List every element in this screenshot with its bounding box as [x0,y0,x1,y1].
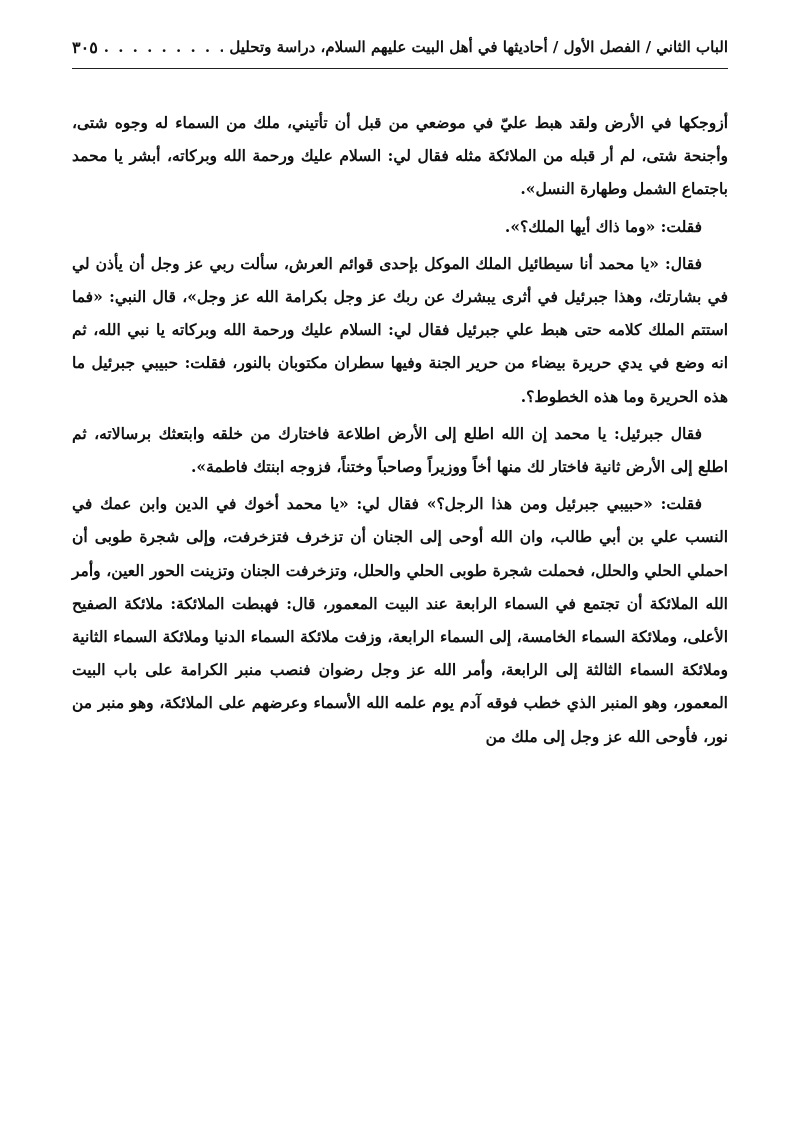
header-title: الباب الثاني / الفصل الأول / أحاديثها في أهل البيت عليهم السلام، دراسة وتحليل [229,38,728,56]
running-header [72,34,728,60]
dot-leader [104,38,224,56]
page-number: ٣٠٥ [72,37,98,57]
paragraph-heavens: فقلت: «حبيبي جبرئيل ومن هذا الرجل؟» فقال لي: «يا محمد أخوك في الدين وابن عمك في النسب علي بن أبي طالب، وان الله أوحى إلى الجنان أن تزخرف فتزخرفت، وإلى شجرة طوبى أن احملي الحلي والحلل، فحملت شجرة طوبى الحلي والحلل، وتزخرفت الجنان وتزينت الحور العين، وأمر الله الملائكة أن تجتمع في السماء الرابعة عند البيت المعمور، قال: فهبطت الملائكة: ملائكة الصفيح الأعلى، وملائكة السماء الخامسة، إلى السماء الرابعة، وزفت ملائكة السماء الدنيا وملائكة السماء الثانية وملائكة السماء الثالثة إلى الرابعة، وأمر الله عز وجل رضوان فنصب منبر الكرامة على باب البيت المعمور، وهو المنبر الذي خطب فوقه آدم يوم علمه الله الأسماء وعرضهم على الملائكة، وهو منبر من نور، فأوحى الله عز وجل إلى ملك من [72,494,728,746]
header-divider [72,68,728,69]
paragraph-question: فقلت: «وما ذاك أيها الملك؟». [504,216,702,236]
body-text [72,106,728,757]
paragraph-continuation: أزوجكها في الأرض ولقد هبط عليّ في موضعي من قبل أن تأتيني، ملك من السماء له وجوه شتى، وأجنحة شتى، لم أر قبله من الملائكة مثله فقال لي: السلام عليك ورحمة الله وبركاته، أبشر يا محمد باجتماع الشمل وطهارة النسل». [72,113,728,199]
paragraph-jibril-reply: فقال جبرئيل: يا محمد إن الله اطلع إلى الأرض اطلاعة فاختارك من خلقه وابتعثك برسالاته، ثم اطلع إلى الأرض ثانية فاختار لك منها أخاً ووزيراً وصاحباً وختناً، فزوجه ابنتك فاطمة». [72,423,728,477]
paragraph-angel-reply: فقال: «يا محمد أنا سيطائيل الملك الموكل بإحدى قوائم العرش، سألت ربي عز وجل أن يأذن لي في بشارتك، وهذا جبرئيل في أثرى يبشرك عن ربك عز وجل بكرامة الله عز وجل»، قال النبي: «فما استتم الملك كلامه حتى هبط علي جبرئيل فقال لي: السلام عليك ورحمة الله وبركاته يا نبي الله، ثم انه وضع في يدي حريرة بيضاء من حرير الجنة وفيها سطران مكتوبان بالنور، فقلت: حبيبي جبرئيل ما هذه الحريرة وما هذه الخطوط؟. [72,253,728,406]
